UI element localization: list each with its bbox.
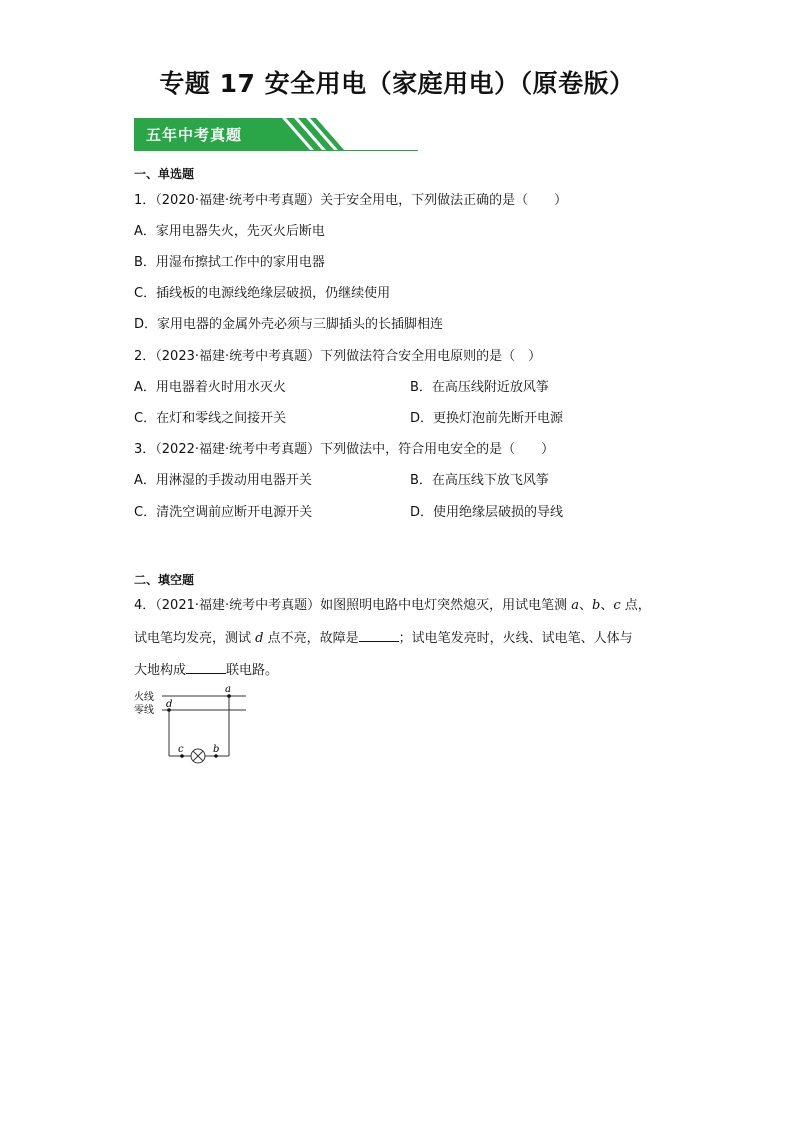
- question-4-text: ；试电笔发亮时，火线、试电笔、人体与: [398, 631, 633, 646]
- question-3-option-b: B．在高压线下放飞风筝: [410, 473, 549, 488]
- question-3-stem: 3．（2022·福建·统考中考真题）下列做法中，符合用电安全的是（ ）: [134, 442, 555, 457]
- point-b-label: b: [213, 744, 220, 755]
- question-3-option-a: A．用淋湿的手拨动用电器开关: [134, 473, 312, 488]
- point-c-label: c: [178, 744, 184, 755]
- page-title: 专题 17 安全用电（家庭用电）（原卷版）: [159, 69, 635, 98]
- question-2-option-b: B．在高压线附近放风筝: [410, 380, 549, 395]
- var-b: b: [592, 598, 601, 613]
- question-1-stem: 1．（2020·福建·统考中考真题）关于安全用电，下列做法正确的是（ ）: [134, 193, 568, 208]
- question-4-line-2: [134, 628, 633, 648]
- question-1-option-b: B．用湿布擦拭工作中的家用电器: [134, 255, 325, 270]
- var-a: a: [571, 598, 580, 613]
- question-2-stem: 2．（2023·福建·统考中考真题）下列做法符合安全用电原则的是（ ）: [134, 349, 542, 364]
- question-4-text: 试电笔均发亮，测试: [134, 631, 256, 646]
- question-2-option-a: A．用电器着火时用水灭火: [134, 380, 286, 395]
- point-d-label: d: [166, 699, 173, 710]
- question-1-option-d: D．家用电器的金属外壳必须与三脚插头的长插脚相连: [134, 317, 444, 332]
- question-1-option-a: A．家用电器失火，先灭火后断电: [134, 224, 325, 239]
- question-3-option-d: D．使用绝缘层破损的导线: [410, 505, 564, 520]
- var-c: c: [613, 598, 621, 613]
- question-4-text: 点不亮，故障是: [263, 631, 359, 646]
- banner-label: 五年中考真题: [146, 126, 243, 144]
- section-heading-single-choice: 一、单选题: [134, 167, 195, 181]
- live-wire-label: 火线: [134, 692, 154, 703]
- question-1-option-c: C．插线板的电源线绝缘层破损，仍继续使用: [134, 286, 391, 301]
- neutral-wire-label: 零线: [134, 705, 154, 716]
- question-3-option-c: C．清洗空调前应断开电源开关: [134, 505, 313, 520]
- circuit-diagram: [132, 682, 252, 764]
- question-4-line-1: [134, 597, 651, 615]
- separator: 、: [579, 598, 593, 613]
- separator: 、: [600, 598, 614, 613]
- question-2-option-d: D．更换灯泡前先断开电源: [410, 411, 564, 426]
- question-4-text: 联电路。: [226, 663, 279, 678]
- var-d: d: [255, 631, 264, 646]
- question-4-text: 大地构成: [134, 663, 187, 678]
- point-a-label: a: [225, 684, 231, 695]
- section-heading-fill-blank: 二、填空题: [134, 573, 195, 587]
- question-4-text: 4．（2021·福建·统考中考真题）如图照明电路中电灯突然熄灭，用试电笔测: [134, 598, 572, 613]
- answer-blank-2[interactable]: [186, 660, 226, 674]
- question-4-text: 点，: [620, 598, 651, 613]
- question-2-option-c: C．在灯和零线之间接开关: [134, 411, 287, 426]
- answer-blank-1[interactable]: [359, 628, 399, 642]
- question-4-line-3: [134, 660, 278, 680]
